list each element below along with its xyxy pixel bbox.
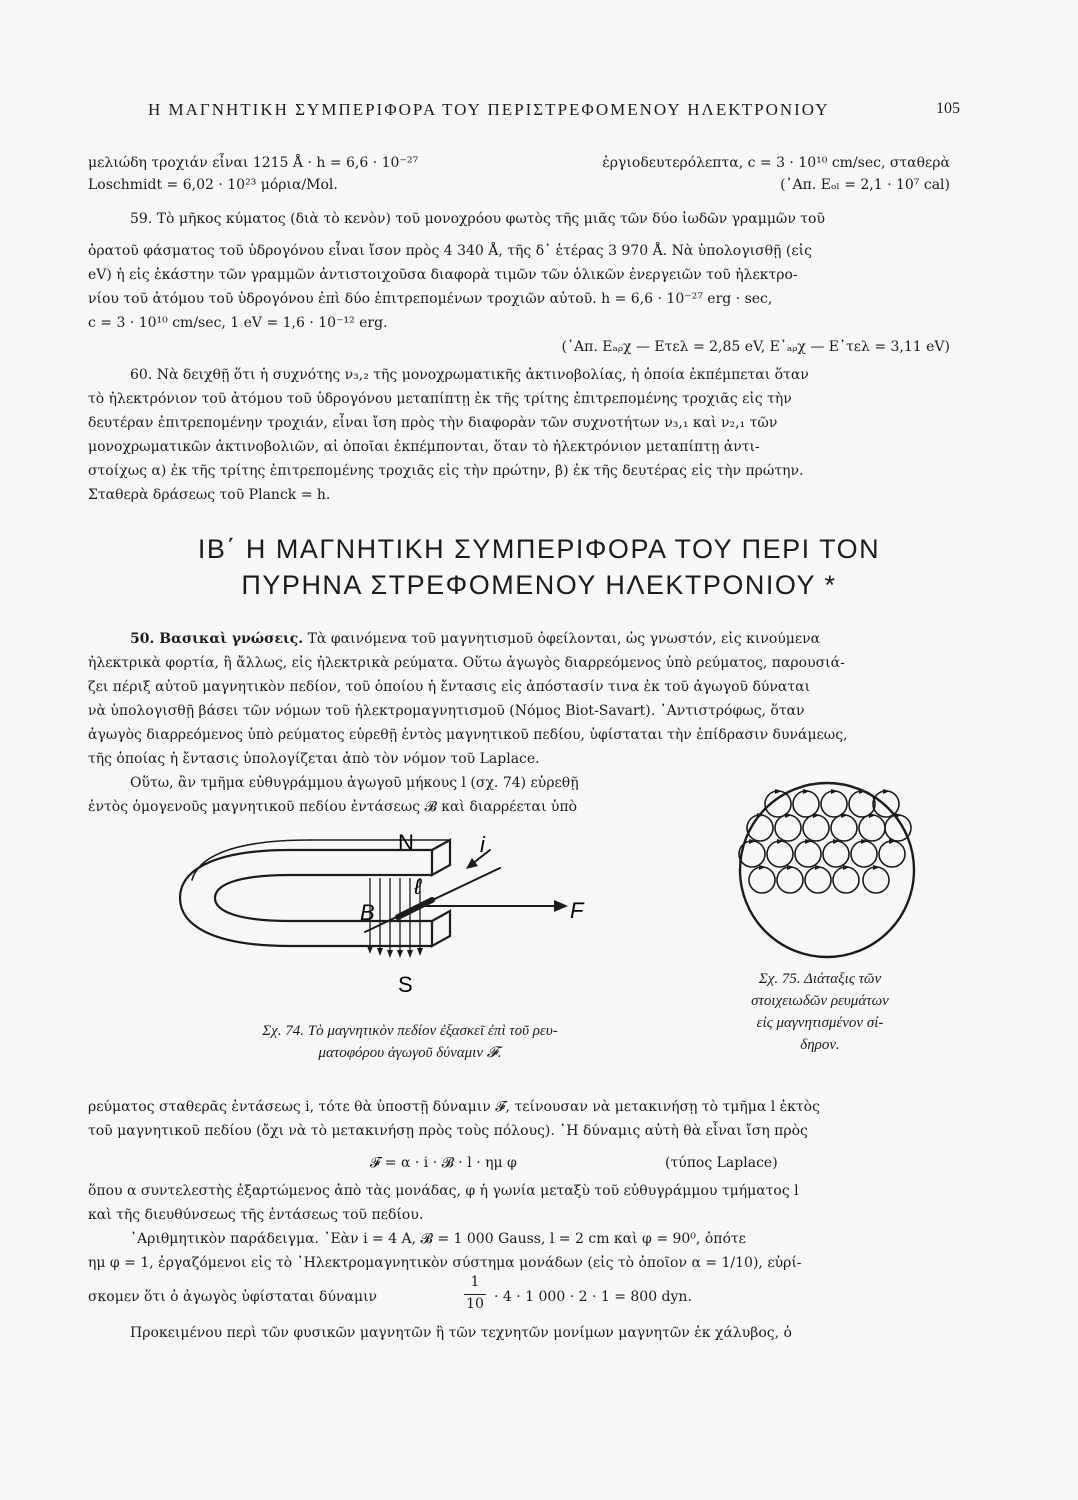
p60-line-3: δευτέραν ἐπιτρεπομένην τροχιάν, εἶναι ἴση πρὸς τὴν διαφορὰν τῶν συχνοτήτων ν₃,₁ καὶ ν₂,₁ τῶν [88, 415, 778, 431]
elementary-current-circle [863, 867, 889, 893]
after-line-4: καὶ τῆς διευθύνσεως τῆς ἐντάσεως τοῦ πεδίου. [88, 1207, 424, 1223]
p50-para2-line2: ἐντὸς ὁμογενοῦς μαγνητικοῦ πεδίου ἐντάσεως 𝓑 καὶ διαρρέεται ὑπὸ [88, 799, 578, 815]
conductor-segment [398, 900, 432, 917]
elementary-current-circle [767, 841, 793, 867]
section-title-line2: ΠΥΡΗΝΑ ΣΤΡΕΦΟΜΕΝΟΥ ΗΛΕΚΤΡΟΝΙΟΥ * [241, 570, 837, 600]
page-number: 105 [936, 100, 960, 117]
field-arrowhead [387, 950, 393, 958]
p59-line-1: 59. Τὸ μῆκος κύματος (διὰ τὸ κενὸν) τοῦ μονοχρόου φωτὸς τῆς μιᾶς τῶν δύο ἰωδῶν γραμμῶν τοῦ [130, 211, 825, 227]
elementary-current-circle [831, 815, 857, 841]
elementary-current-circle [775, 815, 801, 841]
elementary-current-circle [849, 791, 875, 817]
p50-line-2: ἠλεκτρικὰ φορτία, ἢ ἄλλως, εἰς ἠλεκτρικὰ ρεύματα. Οὕτω ἀγωγὸς διαρρεόμενος ὑπὸ ρεύματος, παρουσιά- [88, 655, 845, 671]
running-title: Η ΜΑΓΝΗΤΙΚΗ ΣΥΜΠΕΡΙΦΟΡΑ ΤΟΥ ΠΕΡΙΣΤΡΕΦΟΜΕΝΟΥ ΗΛΕΚΤΡΟΝΙΟΥ [148, 100, 830, 119]
top-line2-right: (᾽Απ. Εₒₗ = 2,1 · 10⁷ cal) [780, 177, 950, 193]
elementary-current-circle [879, 841, 905, 867]
fig75-caption-line3: εἰς μαγνητισμένον σί- [756, 1015, 884, 1031]
p59-line-4: νίου τοῦ ἀτόμου τοῦ ὑδρογόνου ἐπὶ δύο ἐπιτρεπομένων τροχιῶν αὐτοῦ. h = 6,6 · 10⁻²⁷ erg · sec, [88, 291, 773, 307]
p50-line-5: ἀγωγὸς διαρρεόμενος ὑπὸ ρεύματος εὑρεθῇ ἐντὸς μαγνητικοῦ πεδίου, ὑφίσταται τὴν ἐπίδρασιν δυνάμεως, [88, 727, 848, 743]
figure-74 [170, 820, 640, 1000]
field-arrows [370, 878, 420, 952]
p59-line-3: eV) ἡ εἰς ἑκάστην τῶν γραμμῶν ἀντιστοιχοῦσα διαφορὰ τιμῶν τῶν ὁλικῶν ἐνεργειῶν τοῦ ἠλεκτρο- [88, 267, 798, 283]
elementary-current-circle [795, 841, 821, 867]
p59-answer: (᾽Απ. Εₐᵨχ — Ετελ = 2,85 eV, Ε᾽ₐᵨχ — Ε᾽τελ = 3,11 eV) [561, 339, 950, 355]
label-i: i [480, 832, 485, 857]
elementary-current-circle [821, 791, 847, 817]
field-arrowhead [397, 950, 403, 958]
example-line-3-left: σκομεν ὅτι ὁ ἀγωγὸς ὑφίσταται δύναμιν [88, 1289, 378, 1305]
after-line-3: ὅπου α συντελεστὴς ἐξαρτώμενος ἀπὸ τὰς μονάδας, φ ἡ γωνία μεταξὺ τοῦ εὐθυγράμμου τμήματος l [88, 1183, 799, 1199]
p50-line-4: νὰ ὑπολογισθῇ βάσει τῶν νόμων τοῦ ἠλεκτρομαγνητισμοῦ (Νόμος Biot-Savart). ᾽Αντιστρόφως, ὅταν [88, 703, 805, 719]
last-line: Προκειμένου περὶ τῶν φυσικῶν μαγνητῶν ἢ τῶν τεχνητῶν μονίμων μαγνητῶν ἐκ χάλυβος, ὁ [130, 1325, 792, 1341]
field-arrowhead [407, 950, 413, 958]
p59-line-5: c = 3 · 10¹⁰ cm/sec, 1 eV = 1,6 · 10⁻¹² erg. [88, 315, 388, 331]
page-header [100, 100, 960, 124]
magnet-N-face [432, 840, 450, 875]
fig74-caption-line2: ματοφόρου ἀγωγοῦ δύναμιν 𝓕. [318, 1045, 502, 1061]
p50-heading: 50. Βασικαὶ γνώσεις. [130, 631, 304, 647]
fig75-caption-line4: δηρον. [800, 1037, 840, 1053]
force-arrowhead [554, 900, 568, 912]
elementary-current-circle [793, 791, 819, 817]
elementary-current-circle [749, 867, 775, 893]
field-arrowhead [417, 948, 423, 956]
fraction-bar [464, 1294, 486, 1295]
label-l: ℓ [414, 874, 422, 899]
example-line-3-right: · 4 · 1 000 · 2 · 1 = 800 dyn. [494, 1289, 692, 1305]
p50-line1-rest: Τὰ φαινόμενα τοῦ μαγνητισμοῦ ὀφείλονται, ὡς γνωστόν, εἰς κινούμενα [307, 631, 821, 647]
p60-line-1: 60. Νὰ δειχθῇ ὅτι ἡ συχνότης ν₃,₂ τῆς μονοχρωματικῆς ἀκτινοβολίας, ἡ ὁποία ἐκπέμπεται ὅταν [130, 367, 809, 383]
p60-line-4: μονοχρωματικῶν ἀκτινοβολιῶν, αἱ ὁποῖαι ἐκπέμπονται, ὅταν τὸ ἠλεκτρόνιον μεταπίπτῃ ἀντι- [88, 439, 760, 455]
section-title-line1: ΙΒ΄ Η ΜΑΓΝΗΤΙΚΗ ΣΥΜΠΕΡΙΦΟΡΑ ΤΟΥ ΠΕΡΙ ΤΟΝ [197, 534, 881, 564]
p50-line-3: ζει πέριξ αὐτοῦ μαγνητικὸν πεδίον, τοῦ ὁποίου ἡ ἔντασις εἰς ἀπόστασίν τινα ἐκ τοῦ ἀγωγοῦ δύναται [88, 679, 811, 695]
field-arrowhead [377, 948, 383, 956]
magnet-outer [180, 850, 432, 946]
p60-line-2: τὸ ἠλεκτρόνιον τοῦ ἀτόμου τοῦ ὑδρογόνου μεταπίπτῃ ἐκ τῆς τρίτης ἐπιτρεπομένης τροχιᾶς εἰς τὴν [88, 391, 792, 407]
p50-para2-line1: Οὕτω, ἂν τμῆμα εὐθυγράμμου ἀγωγοῦ μήκους l (σχ. 74) εὑρεθῇ [130, 775, 579, 791]
fig75-caption-line1: Σχ. 75. Διάταξις τῶν [758, 971, 882, 987]
elementary-current-circle [805, 867, 831, 893]
elementary-current-circle [739, 841, 765, 867]
label-F: F [570, 898, 584, 923]
fig75-caption-line2: στοιχειωδῶν ρευμάτων [751, 993, 889, 1009]
fraction-numerator: 1 [470, 1274, 480, 1290]
label-B: B [360, 900, 375, 925]
elementary-current-circle [823, 841, 849, 867]
elementary-current-circle [859, 815, 885, 841]
after-line-1: ρεύματος σταθερᾶς ἐντάσεως i, τότε θὰ ὑποστῇ δύναμιν 𝓕, τείνουσαν νὰ μετακινήσῃ τὸ τμῆμα l ἐκτὸς [88, 1099, 820, 1115]
elementary-current-circle [803, 815, 829, 841]
p50-line-6: τῆς ὁποίας ἡ ἔντασις ὑπολογίζεται ἀπὸ τὸν νόμον τοῦ Laplace. [88, 751, 540, 767]
field-arrowheads [367, 946, 423, 958]
label-N: N [398, 830, 414, 855]
example-line-1: ᾽Αριθμητικὸν παράδειγμα. ᾽Εὰν i = 4 A, 𝓑 = 1 000 Gauss, l = 2 cm καὶ φ = 90⁰, ὁπότε [130, 1231, 746, 1247]
fig74-caption-line1: Σχ. 74. Τὸ μαγνητικὸν πεδίον ἐξασκεῖ ἐπὶ τοῦ ρευ- [262, 1023, 558, 1039]
p60-line-5: στοίχως α) ἐκ τῆς τρίτης ἐπιτρεπομένης τροχιᾶς εἰς τὴν πρώτην, β) ἐκ τῆς δευτέρας εἰς τὴν πρώτην. [88, 463, 804, 479]
top-line1-left: μελιώδη τροχιάν εἶναι 1215 Å · h = 6,6 · 10⁻²⁷ [88, 155, 419, 171]
elementary-current-circle [833, 867, 859, 893]
figure-75 [690, 770, 970, 970]
laplace-formula: 𝓕 = α · i · 𝓑 · l · ημ φ [370, 1155, 517, 1171]
after-line-2: τοῦ μαγνητικοῦ πεδίου (ὄχι νὰ τὸ μετακινήσῃ πρὸς τοὺς πόλους). ῾Η δύναμις αὐτὴ θὰ εἶναι ἴση πρὸς [88, 1123, 808, 1139]
field-arrowhead [367, 946, 373, 954]
p50-line-1 [130, 628, 820, 650]
label-S: S [398, 972, 413, 997]
p60-line-6: Σταθερὰ δράσεως τοῦ Planck = h. [88, 487, 331, 503]
top-line1-right: ἐργιοδευτερόλεπτα, c = 3 · 10¹⁰ cm/sec, σταθερὰ [602, 155, 950, 171]
laplace-formula-note: (τύπος Laplace) [665, 1155, 778, 1171]
elementary-current-circle [851, 841, 877, 867]
top-line2-left: Loschmidt = 6,02 · 10²³ μόρια/Mol. [88, 177, 338, 193]
example-line-2: ημ φ = 1, ἐργαζόμενοι εἰς τὸ ᾽Ηλεκτρομαγνητικὸν σύστημα μονάδων (εἰς τὸ ὁποῖον α = 1/10), εὑρί- [88, 1255, 802, 1271]
magnet-S-face [432, 911, 450, 946]
elementary-current-circle [777, 867, 803, 893]
fraction-denominator: 10 [466, 1296, 484, 1312]
p59-line-2: ὁρατοῦ φάσματος τοῦ ὑδρογόνου εἶναι ἴσον πρὸς 4 340 Å, τῆς δ᾽ ἑτέρας 3 970 Å. Νὰ ὑπολογισθῇ (εἰς [88, 243, 812, 259]
